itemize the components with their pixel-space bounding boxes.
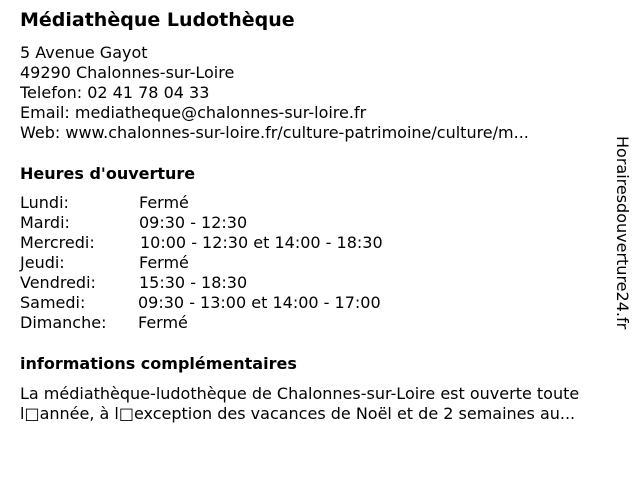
hours-row-monday: [20, 193, 383, 213]
hours-heading: Heures d'ouverture: [20, 164, 196, 183]
site-watermark: Horairesdouverture24.fr: [613, 136, 632, 330]
day-label: Lundi:: [20, 193, 69, 212]
hours-row-wednesday: [20, 233, 383, 253]
hours-row-friday: [20, 273, 383, 293]
hours-row-tuesday: [20, 213, 383, 233]
address-block: [20, 43, 600, 143]
day-hours: Fermé: [138, 313, 188, 332]
day-hours: 09:30 - 12:30: [139, 213, 248, 232]
day-hours: 09:30 - 13:00 et 14:00 - 17:00: [138, 293, 381, 312]
day-label: Vendredi:: [20, 273, 96, 292]
opening-hours-table: [20, 193, 383, 333]
info-heading: informations complémentaires: [20, 354, 297, 373]
city-address: 49290 Chalonnes-sur-Loire: [20, 63, 235, 82]
day-label: Dimanche:: [20, 313, 107, 332]
page-title: Médiathèque Ludothèque: [20, 9, 295, 31]
hours-row-thursday: [20, 253, 383, 273]
day-label: Mardi:: [20, 213, 70, 232]
info-line-1: La médiathèque-ludothèque de Chalonnes-sur-Loire est ouverte toute: [20, 384, 580, 403]
hours-row-sunday: [20, 313, 383, 333]
email-address: Email: mediatheque@chalonnes-sur-loire.fr: [20, 103, 367, 122]
day-hours: 15:30 - 18:30: [139, 273, 248, 292]
day-label: Samedi:: [20, 293, 86, 312]
day-hours: 10:00 - 12:30 et 14:00 - 18:30: [140, 233, 383, 252]
day-hours: Fermé: [139, 253, 189, 272]
website-link[interactable]: Web: www.chalonnes-sur-loire.fr/culture-patrimoine/culture/m...: [20, 123, 529, 142]
info-description: [20, 384, 635, 424]
info-line-2: l□année, à l□exception des vacances de Noël et de 2 semaines au...: [20, 404, 576, 423]
street-address: 5 Avenue Gayot: [20, 43, 148, 62]
hours-row-saturday: [20, 293, 383, 313]
day-label: Mercredi:: [20, 233, 95, 252]
day-label: Jeudi:: [20, 253, 65, 272]
day-hours: Fermé: [139, 193, 189, 212]
phone-number: Telefon: 02 41 78 04 33: [20, 83, 210, 102]
